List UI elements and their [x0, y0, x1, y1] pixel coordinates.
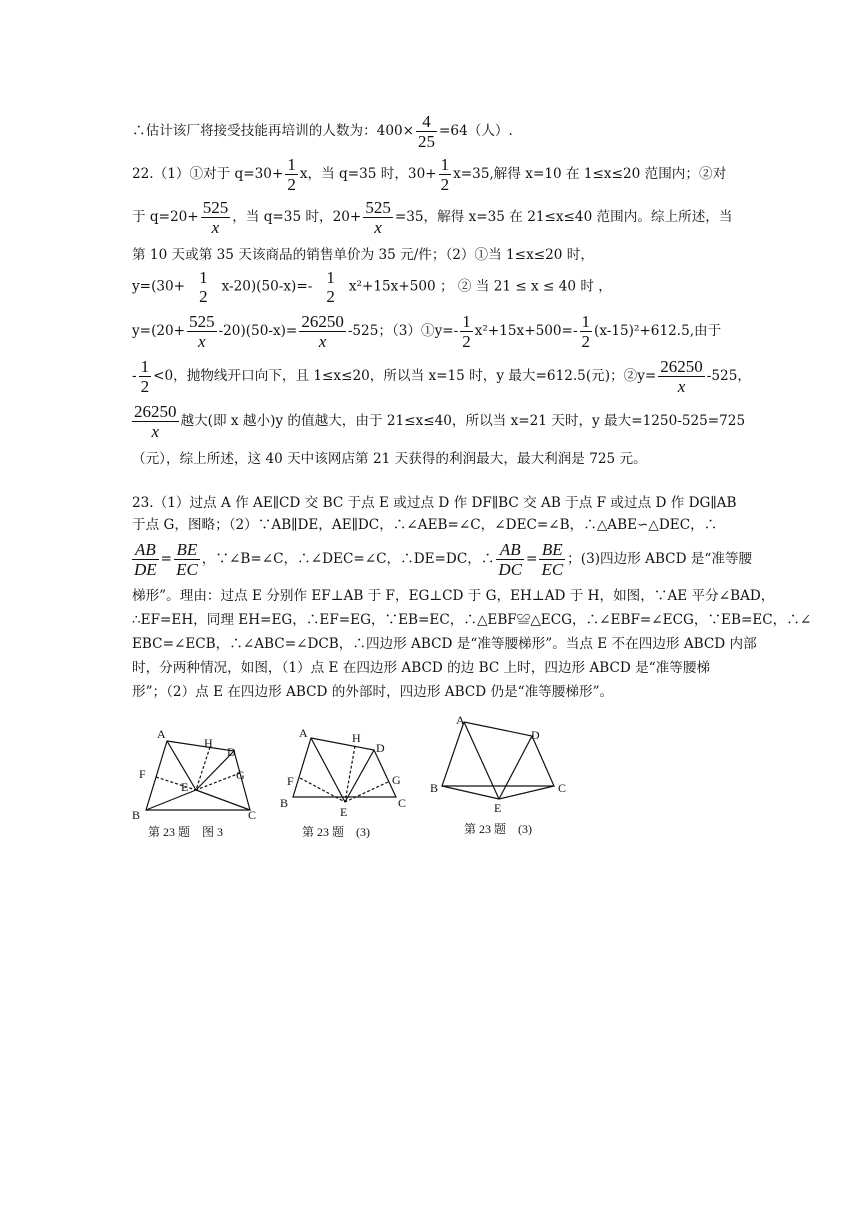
line-23-4 — [132, 586, 775, 606]
fraction-1-2: $\frac{1}{2}$ — [462, 312, 471, 351]
text: 22.（1）①对于 q=30+ — [132, 166, 284, 182]
line-23-8 — [132, 682, 736, 702]
text: - — [132, 368, 137, 384]
fraction-26250-x: $\frac{26250}{x}$ — [660, 357, 703, 396]
line-23-2 — [132, 515, 736, 535]
label-f: F — [139, 767, 146, 781]
text: <0，抛物线开口向下，且 1≤x≤20，所以当 x=15 时，y 最大=612.5(元)；②y= — [153, 368, 657, 384]
line-5 — [132, 268, 736, 306]
text: 越大(即 x 越小)y 的值越大，由于 21≤x≤40，所以当 x=21 天时，y 最大=1250-525=725 — [180, 413, 746, 429]
label-b: B — [430, 781, 439, 795]
label-d: D — [376, 741, 385, 755]
segment-ae — [464, 722, 499, 799]
line-23-1 — [132, 493, 736, 513]
text: 第 10 天或第 35 天该商品的销售单价为 35 元/件；（2）①当 1≤x≤20 时， — [132, 247, 594, 263]
line-6 — [132, 312, 736, 351]
text: y=(30+ — [132, 278, 186, 295]
label-c: C — [398, 796, 407, 810]
text: 形”；（2）点 E 在四边形 ABCD 的外部时，四边形 ABCD 仍是“准等腰梯形”。 — [132, 684, 614, 700]
label-d: D — [227, 745, 236, 759]
text: ∴EF=EH，同理 EH=EG，∴EF=EG，∵EB=EC，∴△EBF≌△ECG，∴∠EBF=∠ECG，∵EB=EC，∴∠ — [132, 612, 812, 628]
fraction-525-x: $\frac{525}{x}$ — [202, 198, 229, 237]
text: x，当 q=35 时，30+ — [299, 166, 437, 182]
caption-figure-3: 第 23 题 (3) — [464, 822, 532, 836]
line-2 — [132, 155, 736, 194]
line-8 — [132, 402, 746, 441]
fraction-BE-EC: $\frac{BE}{EC}$ — [176, 540, 198, 579]
caption-figure-2: 第 23 题 (3) — [302, 825, 370, 839]
fraction-BE-EC: $\frac{BE}{EC}$ — [541, 540, 564, 579]
text: =64（人）. — [439, 123, 513, 139]
line-23-7 — [132, 658, 736, 678]
fraction-AB-DE: $\frac{AB}{DE}$ — [134, 540, 157, 579]
text: x-20)(50-x)=- — [221, 278, 313, 295]
label-e: E — [340, 805, 348, 819]
text: ，当 q=35 时，20+ — [232, 209, 362, 225]
text: 23.（1）过点 A 作 AE∥CD 交 BC 于点 E 或过点 D 作 DF∥BC 交 AB 于点 F 或过点 D 作 DG∥AB — [132, 495, 737, 511]
segment-be — [442, 786, 499, 799]
text: ，∵∠B=∠C，∴∠DEC=∠C，∴DE=DC，∴ — [201, 551, 495, 567]
line-9 — [132, 449, 736, 469]
label-h: H — [204, 736, 213, 750]
label-c: C — [248, 808, 257, 822]
figure-23-3 — [128, 725, 268, 825]
text: x=35,解得 x=10 在 1≤x≤20 范围内；②对 — [453, 166, 727, 182]
label-b: B — [132, 808, 141, 822]
text: -20)(50-x)= — [218, 323, 298, 339]
text: EBC=∠ECB，∴∠ABC=∠DCB，∴四边形 ABCD 是“准等腰梯形”。当点 E 不在四边形 ABCD 内部 — [132, 636, 757, 652]
caption-figure-1: 第 23 题 图 3 — [148, 825, 224, 839]
label-f: F — [287, 774, 294, 788]
fraction-1-2: $\frac{1}{2}$ — [440, 155, 450, 194]
equals-sign: = — [526, 551, 538, 567]
text: =35，解得 x=35 在 21≤x≤40 范围内。综上所述，当 — [394, 209, 733, 225]
fraction-AB-DC: $\frac{AB}{DC}$ — [498, 540, 523, 579]
line-23-3 — [132, 540, 753, 579]
segment-eg — [345, 782, 388, 802]
line-23-6 — [132, 634, 757, 654]
text: ；(3)四边形 ABCD 是“准等腰 — [567, 551, 753, 567]
figure-23-3c — [428, 712, 578, 812]
fraction-1-2: $\frac{1}{2}$ — [140, 357, 150, 396]
text: 时，分两种情况，如图，（1）点 E 在四边形 ABCD 的边 BC 上时，四边形 ABCD 是“准等腰梯 — [132, 660, 711, 676]
line-3 — [132, 198, 736, 237]
text: x²+15x+500 ； ② 当 21 ≤ x ≤ 40 时 ， — [348, 278, 612, 295]
label-c: C — [558, 781, 567, 795]
equals-sign: = — [160, 551, 173, 567]
fraction-1-2: $\frac{1}{2}$ — [581, 312, 591, 351]
text: ∴估计该厂将接受技能再培训的人数为：400× — [132, 123, 415, 139]
label-g: G — [236, 768, 245, 782]
label-e: E — [181, 780, 189, 794]
fraction-4-25: $\frac{4}{25}$ — [418, 112, 436, 151]
label-a: A — [157, 727, 166, 741]
text: x²+15x+500=- — [474, 323, 578, 339]
segment-be — [146, 790, 196, 810]
line-1 — [132, 112, 736, 151]
text: (x-15)²+612.5,由于 — [594, 323, 722, 339]
text: -525， — [706, 368, 751, 384]
line-4 — [132, 245, 736, 265]
text: -525；（3）①y=- — [347, 323, 459, 339]
fraction-26250-x: $\frac{26250}{x}$ — [134, 402, 177, 441]
fraction-26250-x: $\frac{26250}{x}$ — [301, 312, 344, 351]
fraction-1-2: 1 2 — [326, 268, 335, 306]
text: （元），综上所述，这 40 天中该网店第 21 天获得的利润最大，最大利润是 725 元。 — [132, 451, 647, 467]
text: 于点 G，图略；（2）∵AB∥DE，AE∥DC，∴∠AEB=∠C，∠DEC=∠B，∴△ABE∽△DEC，∴ — [132, 517, 718, 533]
segment-ce — [499, 786, 554, 799]
fraction-1-2: $\frac{1}{2}$ — [287, 155, 296, 194]
fraction-1-2: 1 2 — [199, 268, 208, 306]
text: y=(20+ — [132, 323, 186, 339]
label-a: A — [456, 713, 465, 727]
label-a: A — [299, 726, 308, 740]
segment-de — [499, 736, 532, 799]
label-h: H — [352, 731, 361, 745]
label-b: B — [280, 796, 289, 810]
figure-23-3b — [278, 722, 418, 822]
text: 梯形”。理由：过点 E 分别作 EF⊥AB 于 F，EG⊥CD 于 G，EH⊥AD 于 H，如图，∵AE 平分∠BAD， — [132, 588, 775, 604]
line-23-5 — [132, 610, 812, 630]
text: 于 q=20+ — [132, 209, 199, 225]
fraction-525-x: $\frac{525}{x}$ — [189, 312, 215, 351]
label-d: D — [531, 728, 540, 742]
fraction-525-x: $\frac{525}{x}$ — [365, 198, 391, 237]
segment-ce — [196, 790, 250, 810]
line-7 — [132, 357, 751, 396]
label-e: E — [494, 801, 502, 812]
label-g: G — [392, 773, 401, 787]
segment-eg — [196, 773, 240, 790]
